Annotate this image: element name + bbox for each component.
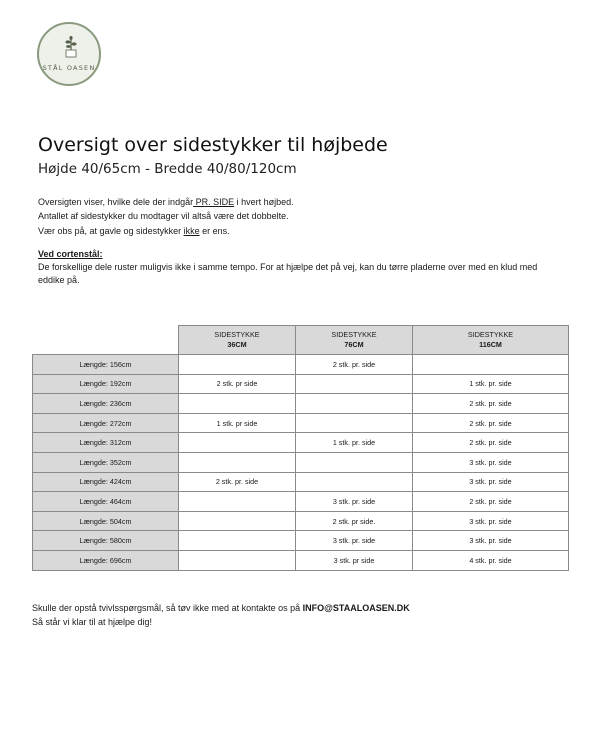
cell-116cm: 2 stk. pr. side: [413, 433, 569, 453]
column-header-36cm: SIDESTYKKE 36CM: [179, 326, 296, 355]
brand-name: STÅL OASEN: [42, 64, 96, 72]
cell-36cm: [179, 531, 296, 551]
contact-line-1: Skulle der opstå tvivlsspørgsmål, så tøv ikke med at kontakte os på INFO@STAALOASEN.DK: [32, 603, 410, 613]
cell-116cm: 2 stk. pr. side: [413, 394, 569, 414]
cell-36cm: [179, 511, 296, 531]
cell-36cm: [179, 394, 296, 414]
table-row: [33, 374, 569, 394]
cell-76cm: [296, 374, 413, 394]
cell-116cm: 2 stk. pr. side: [413, 492, 569, 512]
cell-76cm: 2 stk. pr side.: [296, 511, 413, 531]
intro-text: [38, 195, 294, 238]
table-row: [33, 355, 569, 375]
cell-36cm: [179, 355, 296, 375]
table-row: [33, 531, 569, 551]
contact-line-2: Så står vi klar til at hjælpe dig!: [32, 617, 153, 628]
table-row: [33, 413, 569, 433]
cell-36cm: [179, 433, 296, 453]
cell-116cm: 3 stk. pr. side: [413, 511, 569, 531]
per-side-emphasis: PR. SIDE: [193, 197, 235, 207]
cell-36cm: [179, 452, 296, 472]
table-row: [33, 511, 569, 531]
cell-76cm: [296, 413, 413, 433]
cell-116cm: 1 stk. pr. side: [413, 374, 569, 394]
cell-76cm: 2 stk. pr. side: [296, 355, 413, 375]
row-label: Længde: 352cm: [33, 452, 179, 472]
table-header-row: [33, 326, 569, 355]
cell-116cm: 4 stk. pr. side: [413, 550, 569, 570]
table-row: [33, 550, 569, 570]
intro-line-1: Oversigten viser, hvilke dele der indgår PR. SIDE i hvert højbed.: [38, 197, 294, 207]
cell-36cm: 2 stk. pr side: [179, 374, 296, 394]
table-row: [33, 472, 569, 492]
plant-in-planter-icon: [61, 34, 81, 60]
intro-line-3: Vær obs på, at gavle og sidestykker ikke er ens.: [38, 225, 230, 236]
cell-76cm: [296, 452, 413, 472]
side-piece-table: [32, 325, 569, 571]
row-label: Længde: 580cm: [33, 531, 179, 551]
cell-116cm: [413, 355, 569, 375]
table-corner: [33, 326, 179, 355]
corten-line-2: eddike på.: [38, 274, 80, 285]
row-label: Længde: 272cm: [33, 413, 179, 433]
column-header-76cm: SIDESTYKKE 76CM: [296, 326, 413, 355]
not-emphasis: ikke: [183, 225, 200, 236]
cell-76cm: 3 stk. pr. side: [296, 531, 413, 551]
row-label: Længde: 156cm: [33, 355, 179, 375]
page-subtitle: Højde 40/65cm - Bredde 40/80/120cm: [38, 161, 297, 177]
row-label: Længde: 312cm: [33, 433, 179, 453]
cell-116cm: 3 stk. pr. side: [413, 452, 569, 472]
table-row: [33, 394, 569, 414]
brand-logo: [37, 22, 101, 86]
corten-note: [38, 248, 568, 286]
row-label: Længde: 424cm: [33, 472, 179, 492]
contact-email[interactable]: INFO@STAALOASEN.DK: [302, 603, 410, 613]
row-label: Længde: 236cm: [33, 394, 179, 414]
cell-76cm: 1 stk. pr. side: [296, 433, 413, 453]
cell-116cm: 3 stk. pr. side: [413, 531, 569, 551]
row-label: Længde: 464cm: [33, 492, 179, 512]
table-row: [33, 452, 569, 472]
cell-36cm: [179, 550, 296, 570]
row-label: Længde: 192cm: [33, 374, 179, 394]
page-title: Oversigt over sidestykker til højbede: [38, 134, 388, 156]
intro-line-2: Antallet af sidestykker du modtager vil altså være det dobbelte.: [38, 211, 289, 222]
cell-116cm: 2 stk. pr. side: [413, 413, 569, 433]
cell-116cm: 3 stk. pr. side: [413, 472, 569, 492]
cell-76cm: 3 stk. pr side: [296, 550, 413, 570]
row-label: Længde: 696cm: [33, 550, 179, 570]
corten-line-1: De forskellige dele ruster muligvis ikke i samme tempo. For at hjælpe det på vej, kan du tørre pladerne over med en klud med: [38, 261, 538, 272]
contact-footer: [32, 601, 410, 630]
column-header-116cm: SIDESTYKKE 116CM: [413, 326, 569, 355]
cell-76cm: [296, 394, 413, 414]
row-label: Længde: 504cm: [33, 511, 179, 531]
table-row: [33, 433, 569, 453]
cell-76cm: 3 stk. pr. side: [296, 492, 413, 512]
cell-76cm: [296, 472, 413, 492]
table-row: [33, 492, 569, 512]
cell-36cm: 2 stk. pr. side: [179, 472, 296, 492]
cell-36cm: 1 stk. pr side: [179, 413, 296, 433]
corten-heading: Ved cortenstål:: [38, 249, 103, 259]
cell-36cm: [179, 492, 296, 512]
